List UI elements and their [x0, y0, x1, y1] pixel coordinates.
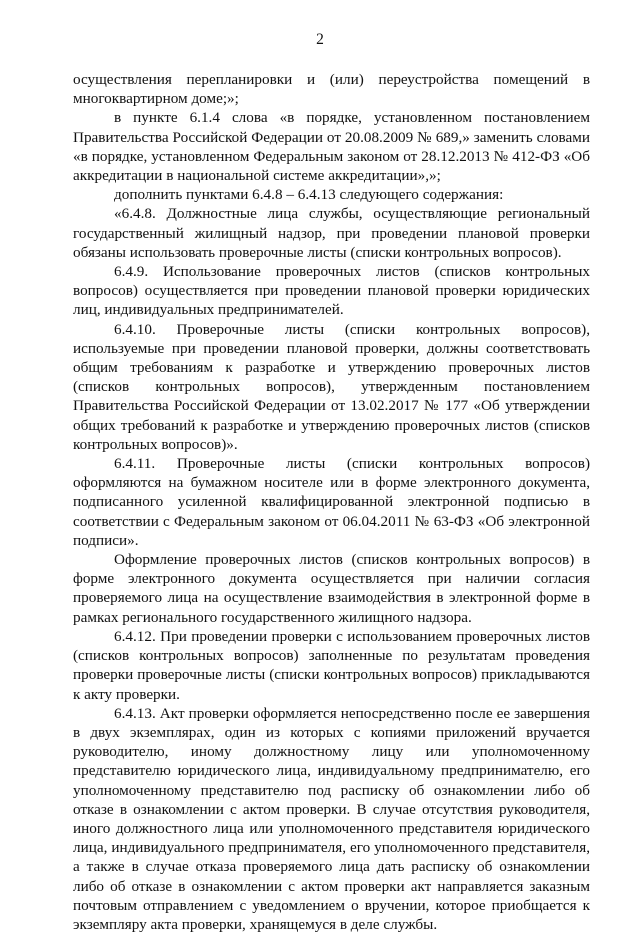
paragraph: в пункте 6.1.4 слова «в порядке, установленном постановлением Правительства Российской Федерации от 20.08.2009 № 689,» заменить словами «в порядке, установленном Федеральным законом от 28.12.2013 № 412-ФЗ «Об аккредитации в национальной системе аккредитации»,»;: [73, 109, 590, 185]
paragraph: «6.4.8. Должностные лица службы, осуществляющие региональный государственный жилищный надзор, при проведении плановой проверки обязаны использовать проверочные листы (списки контрольных вопросов).: [73, 205, 590, 261]
paragraph: 6.4.9. Использование проверочных листов (списков контрольных вопросов) осуществляется при проведении плановой проверки юридических лиц, индивидуальных предпринимателей.: [73, 263, 590, 319]
paragraph: осуществления перепланировки и (или) переустройства помещений в многоквартирном доме;»;: [73, 71, 590, 108]
document-body: [73, 70, 590, 934]
paragraph: 6.4.10. Проверочные листы (списки контрольных вопросов), используемые при проведении плановой проверки, должны соответствовать общим требованиям к разработке и утверждению проверочных листов (списков контрольных вопросов), утвержденным постановлением Правительства Российской Федерации от 13.02.2017 № 177 «Об утверждении общих требований к разработке и утверждению проверочных листов (списков контрольных вопросов)».: [73, 320, 590, 453]
paragraph: 6.4.12. При проведении проверки с использованием проверочных листов (списков контрольных вопросов) заполненные по результатам проведения проверки проверочные листы (списки контрольных вопросов) прикладываются к акту проверки.: [73, 627, 590, 703]
paragraph: Оформление проверочных листов (списков контрольных вопросов) в форме электронного документа осуществляется при наличии согласия проверяемого лица на осуществление взаимодействия в электронной форме в рамках регионального государственного жилищного надзора.: [73, 551, 590, 626]
paragraph: дополнить пунктами 6.4.8 – 6.4.13 следующего содержания:: [114, 186, 504, 204]
page-number: 2: [316, 31, 324, 48]
paragraph: 6.4.13. Акт проверки оформляется непосредственно после ее завершения в двух экземплярах, один из которых с копиями приложений вручается руководителю, иному должностному лицу или уполномоченному представителю юридического лица, индивидуальному предпринимателю, его уполномоченному представителю под расписку об ознакомлении либо об отказе в ознакомлении с актом проверки. В случае отсутствия руководителя, иного должностного лица или уполномоченного представителя юридического лица, индивидуального предпринимателя, его уполномоченного представителя, а также в случае отказа проверяемого лица дать расписку об ознакомлении либо об отказе в ознакомлении с актом проверки акт направляется заказным почтовым отправлением с уведомлением о вручении, которое приобщается к экземпляру акта проверки, хранящемуся в деле службы.: [73, 704, 590, 933]
paragraph: 6.4.11. Проверочные листы (списки контрольных вопросов) оформляются на бумажном носителе или в форме электронного документа, подписанного усиленной квалифицированной электронной подписью в соответствии с Федеральным законом от 06.04.2011 № 63-ФЗ «Об электронной подписи».: [73, 455, 590, 549]
